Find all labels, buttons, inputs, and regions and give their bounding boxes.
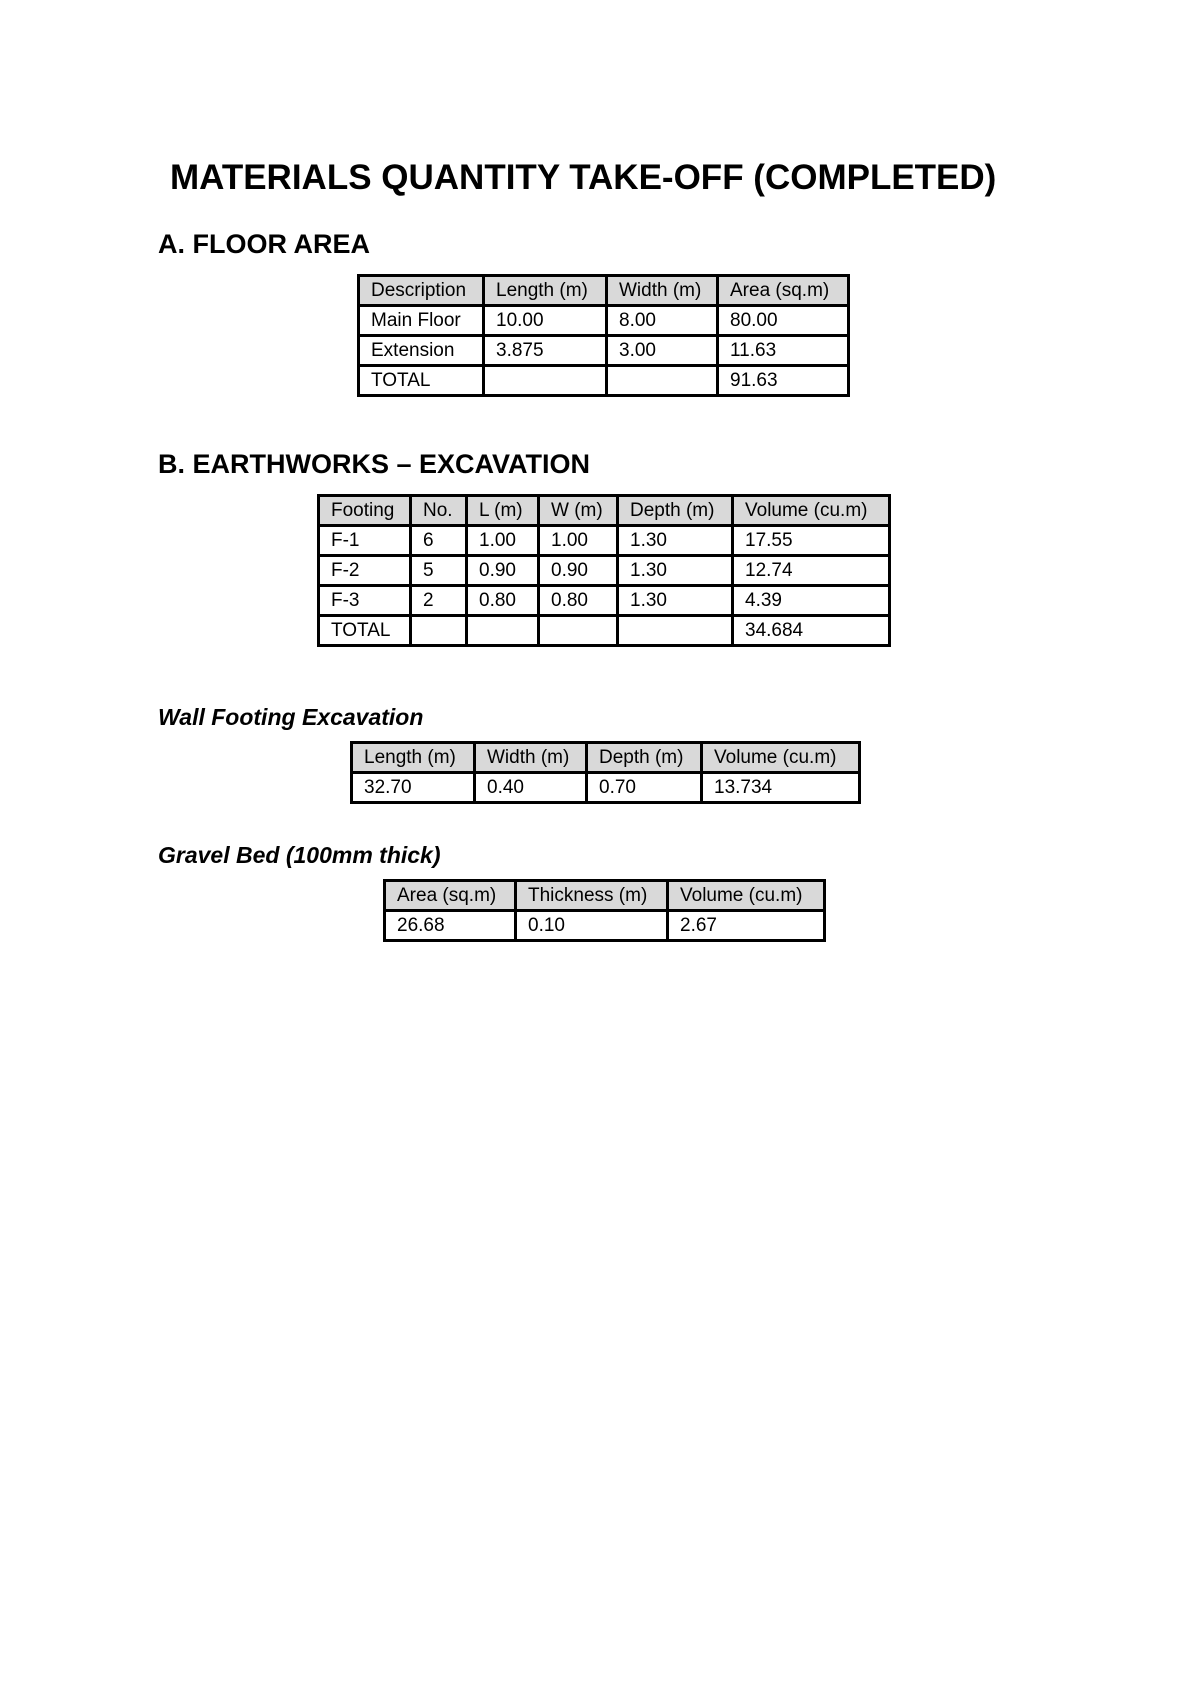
table-cell: F-3 — [319, 586, 411, 616]
table-cell: 34.684 — [733, 616, 890, 646]
table-cell: 0.80 — [539, 586, 618, 616]
column-header: No. — [411, 496, 467, 526]
subheading-gravel-bed: Gravel Bed (100mm thick) — [158, 842, 441, 868]
table-cell — [539, 616, 618, 646]
table-header-row — [319, 496, 890, 526]
table-row — [352, 773, 860, 803]
table-cell: 91.63 — [718, 366, 849, 396]
column-header: Volume (cu.m) — [733, 496, 890, 526]
column-header: Thickness (m) — [516, 881, 668, 911]
table-cell: F-1 — [319, 526, 411, 556]
page-title: MATERIALS QUANTITY TAKE-OFF (COMPLETED) — [170, 158, 997, 197]
table-cell: Extension — [359, 336, 484, 366]
table-cell: 0.90 — [467, 556, 539, 586]
column-header: Volume (cu.m) — [668, 881, 825, 911]
column-header: Depth (m) — [618, 496, 733, 526]
table-cell: 2.67 — [668, 911, 825, 941]
floor-area-table — [357, 274, 850, 397]
table-row — [385, 911, 825, 941]
table-cell: 1.00 — [539, 526, 618, 556]
column-header: Width (m) — [607, 276, 718, 306]
table-cell: 6 — [411, 526, 467, 556]
table-row — [319, 586, 890, 616]
table-total-row — [319, 616, 890, 646]
table-cell: 10.00 — [484, 306, 607, 336]
table-cell: TOTAL — [359, 366, 484, 396]
column-header: Width (m) — [475, 743, 587, 773]
table-cell: 8.00 — [607, 306, 718, 336]
table-cell — [607, 366, 718, 396]
table-row — [359, 336, 849, 366]
table-cell — [618, 616, 733, 646]
table-row — [359, 306, 849, 336]
table-header-row — [352, 743, 860, 773]
wall-footing-table — [350, 741, 861, 804]
table-cell: 0.80 — [467, 586, 539, 616]
table-cell: 1.30 — [618, 556, 733, 586]
column-header: Area (sq.m) — [718, 276, 849, 306]
table-cell: 11.63 — [718, 336, 849, 366]
column-header: Description — [359, 276, 484, 306]
table-cell: 0.40 — [475, 773, 587, 803]
table-cell — [484, 366, 607, 396]
table-cell: 0.90 — [539, 556, 618, 586]
table-cell: 12.74 — [733, 556, 890, 586]
table-cell: 5 — [411, 556, 467, 586]
section-heading-earthworks: B. EARTHWORKS – EXCAVATION — [158, 449, 591, 479]
column-header: Area (sq.m) — [385, 881, 516, 911]
column-header: Length (m) — [352, 743, 475, 773]
table-header-row — [359, 276, 849, 306]
table-cell: 0.70 — [587, 773, 702, 803]
table-cell: 4.39 — [733, 586, 890, 616]
table-header-row — [385, 881, 825, 911]
column-header: Depth (m) — [587, 743, 702, 773]
column-header: Length (m) — [484, 276, 607, 306]
footing-excavation-table — [317, 494, 891, 647]
table-cell: 1.00 — [467, 526, 539, 556]
table-cell — [467, 616, 539, 646]
table-cell: F-2 — [319, 556, 411, 586]
column-header: L (m) — [467, 496, 539, 526]
table-cell: 26.68 — [385, 911, 516, 941]
table-cell: 17.55 — [733, 526, 890, 556]
table-cell: 1.30 — [618, 526, 733, 556]
section-heading-floor-area: A. FLOOR AREA — [158, 229, 370, 259]
table-cell: 1.30 — [618, 586, 733, 616]
gravel-bed-table — [383, 879, 826, 942]
subheading-wall-footing: Wall Footing Excavation — [158, 704, 424, 730]
table-cell: Main Floor — [359, 306, 484, 336]
table-row — [319, 556, 890, 586]
table-cell: 3.00 — [607, 336, 718, 366]
table-total-row — [359, 366, 849, 396]
table-cell: 3.875 — [484, 336, 607, 366]
table-cell: 13.734 — [702, 773, 860, 803]
table-cell: 2 — [411, 586, 467, 616]
table-cell — [411, 616, 467, 646]
table-cell: 80.00 — [718, 306, 849, 336]
column-header: Footing — [319, 496, 411, 526]
table-cell: TOTAL — [319, 616, 411, 646]
table-cell: 32.70 — [352, 773, 475, 803]
table-cell: 0.10 — [516, 911, 668, 941]
table-row — [319, 526, 890, 556]
column-header: W (m) — [539, 496, 618, 526]
column-header: Volume (cu.m) — [702, 743, 860, 773]
